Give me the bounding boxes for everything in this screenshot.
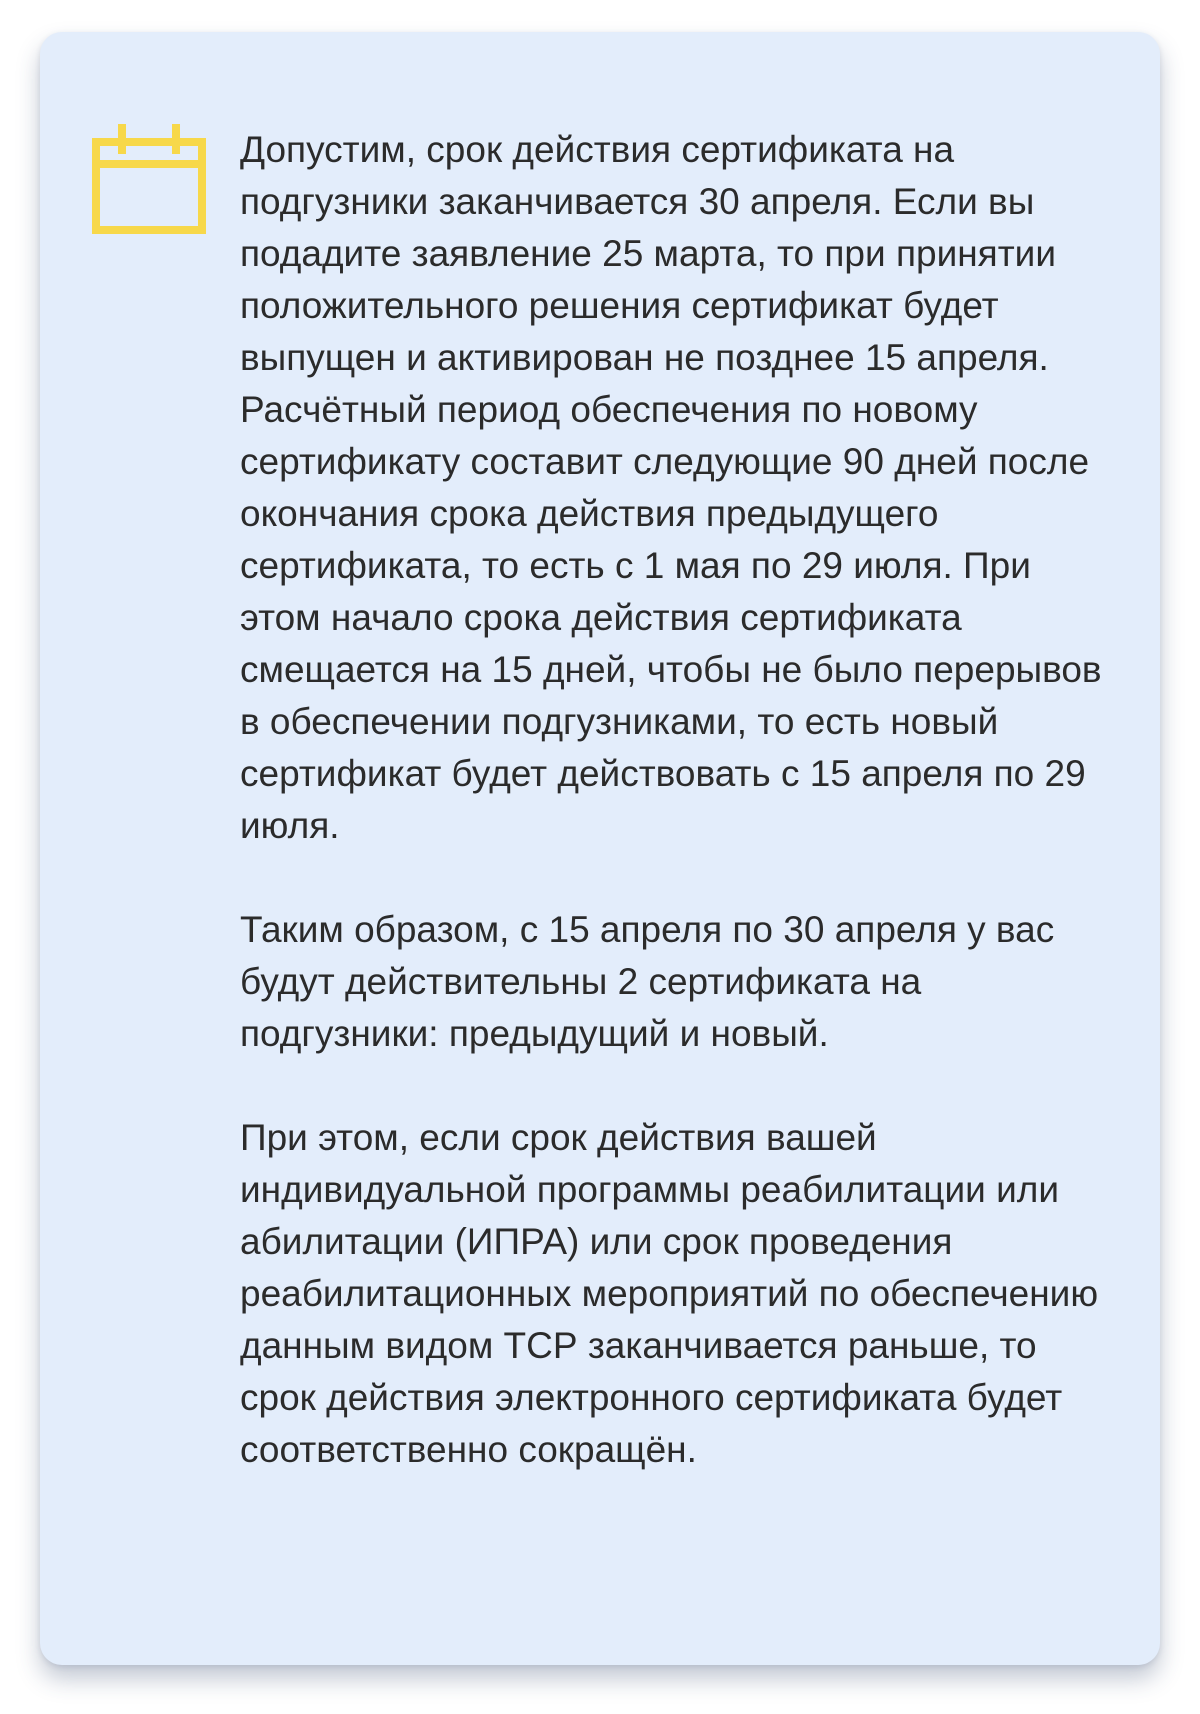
paragraph-summary: Таким образом, с 15 апреля по 30 апреля у вас будут действительны 2 сертификата на подгузники: предыдущий и новый. — [240, 909, 1055, 1054]
paragraph-ipra-note: При этом, если срок действия вашей индивидуальной программы реабилитации или абилитации (ИПРА) или срок проведения реабилитационных мероприятий по обеспечению данным видом ТСР заканчивается раньше, то срок действия электронного сертификата будет соответственно сокращён. — [240, 1117, 1099, 1470]
paragraph-example: Допустим, срок действия сертификата на подгузники заканчивается 30 апреля. Если вы подадите заявление 25 марта, то при принятии положительного решения сертификат будет выпущен и активирован не позднее 15 апреля. Расчётный период обеспечения по новому сертификату составит следующие 90 дней после окончания срока действия предыдущего сертификата, то есть с 1 мая по 29 июля. При этом начало срока действия сертификата смещается на 15 дней, чтобы не было перерывов в обеспечении подгузниками, то есть новый сертификат будет действовать с 15 апреля по 29 июля. — [240, 129, 1102, 846]
info-card — [40, 32, 1160, 1665]
info-text — [240, 124, 1120, 1476]
calendar-icon — [88, 120, 212, 244]
